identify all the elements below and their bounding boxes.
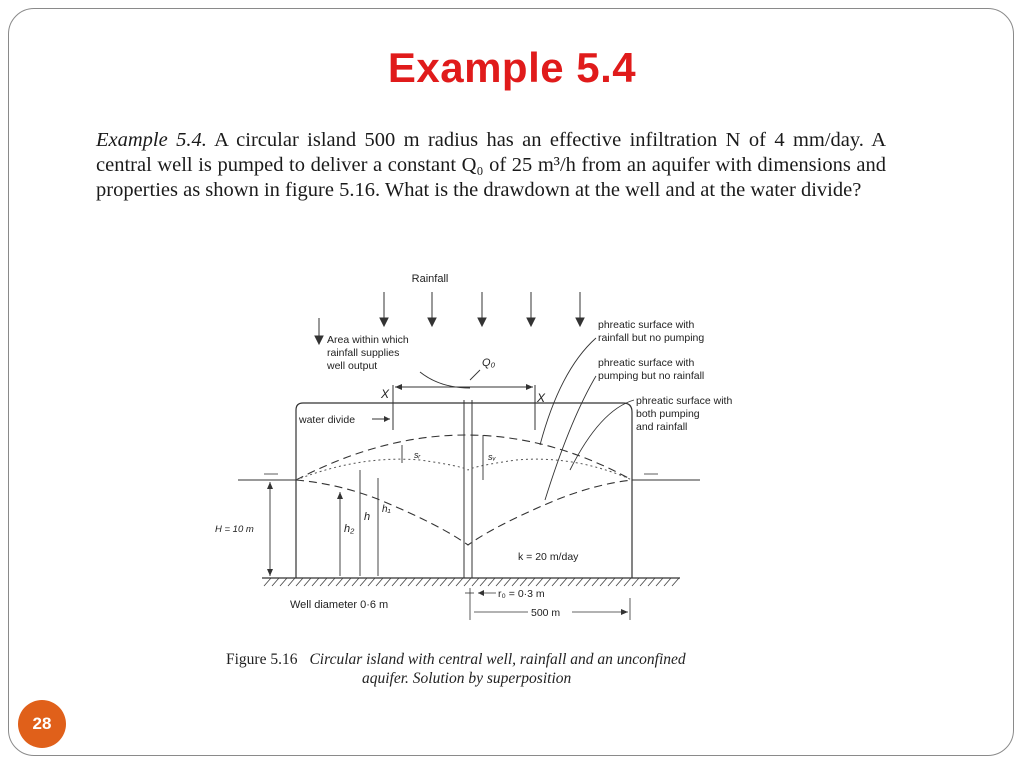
rainfall-label: Rainfall <box>411 273 449 285</box>
x-left-label: X <box>381 387 390 401</box>
problem-statement <box>96 128 886 203</box>
phreatic-3-line-3: and rainfall <box>636 421 688 433</box>
r0-label: r₀ = 0·3 m <box>498 588 545 600</box>
slide-frame <box>8 8 1014 756</box>
phreatic-2-line-2: pumping but no rainfall <box>598 370 705 382</box>
sr-label: sᵣ <box>414 450 421 460</box>
h-label: h <box>364 511 371 523</box>
area-label-line-3: well output <box>327 360 378 372</box>
phreatic-2-line-1: phreatic surface with <box>598 357 695 369</box>
x-right-label: X <box>537 391 546 405</box>
figure-caption <box>226 650 786 688</box>
area-label-line-1: Area within which <box>327 334 409 346</box>
problem-lead: Example 5.4. <box>96 129 207 151</box>
radius-label: 500 m <box>531 607 561 619</box>
h1-label: h₁ <box>382 504 391 515</box>
q0-label: Q₀ <box>482 357 496 369</box>
caption-line-2: aquifer. Solution by superposition <box>362 670 572 687</box>
slide-title: Example 5.4 <box>387 44 637 91</box>
area-label-line-2: rainfall supplies <box>327 347 400 359</box>
phreatic-3-line-2: both pumping <box>636 408 700 420</box>
h-total-label: H = 10 m <box>215 524 254 535</box>
phreatic-3-line-1: phreatic surface with <box>636 395 733 407</box>
h2-label: h₂ <box>344 523 355 535</box>
caption-line-1: Circular island with central well, rainfall and an unconfined <box>309 651 686 668</box>
problem-text: A circular island 500 m radius has an effective infiltration N of 4 mm/day. A central well is pumped to deliver a constant Q₀ of 25 m³/h from an aquifer with dimensions and properties as shown in figure 5.16. What is the drawdown at the well and at the water divide? <box>96 129 886 201</box>
caption-label: Figure 5.16 <box>226 651 298 668</box>
well-diameter-label: Well diameter 0·6 m <box>290 599 389 611</box>
sw-label: sᵥ <box>488 452 496 462</box>
k-label: k = 20 m/day <box>518 551 579 563</box>
phreatic-1-line-1: phreatic surface with <box>598 319 695 331</box>
page-number-badge: 28 <box>18 700 66 748</box>
water-divide-label: water divide <box>299 414 356 426</box>
phreatic-1-line-2: rainfall but no pumping <box>598 332 705 344</box>
